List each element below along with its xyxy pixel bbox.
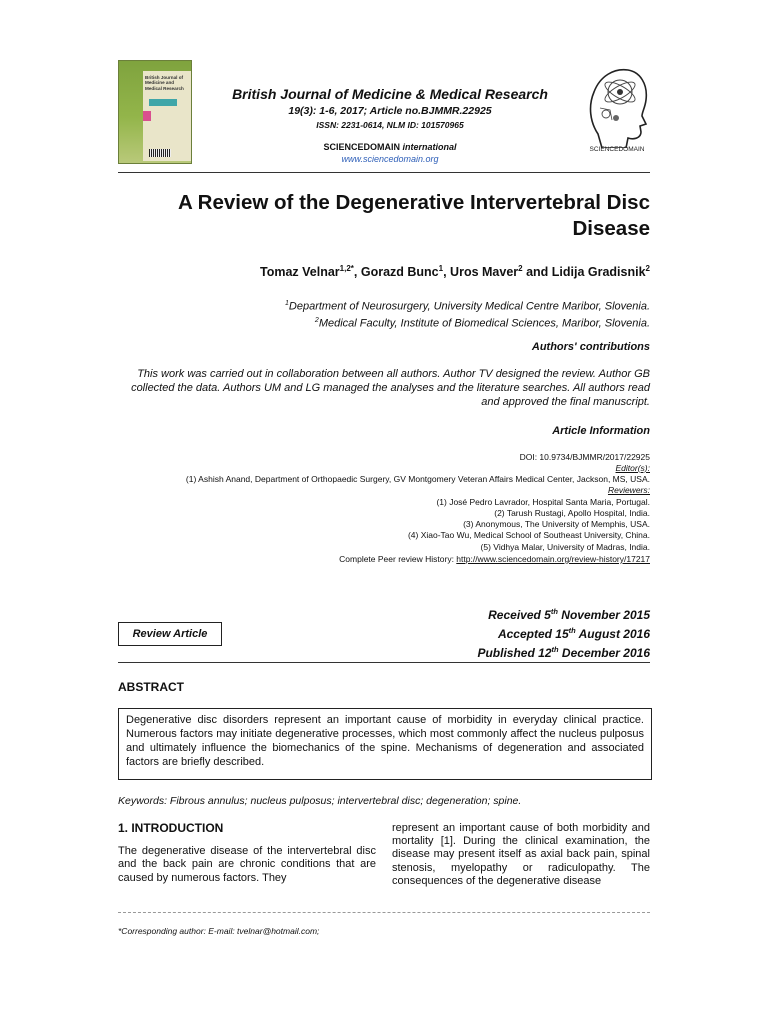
header-divider bbox=[118, 172, 650, 173]
intro-heading: 1. INTRODUCTION bbox=[118, 821, 224, 835]
author-affiliation-mark: 2 bbox=[518, 264, 523, 273]
reviewer-entry: (1) José Pedro Lavrador, Hospital Santa Maria, Portugal. bbox=[436, 497, 650, 507]
intro-left-column bbox=[118, 822, 376, 885]
author-affiliation-mark: 1,2* bbox=[339, 264, 354, 273]
intro-right-column bbox=[392, 822, 650, 888]
contributions-text: This work was carried out in collaboration between all authors. Author TV designed the review. Author GB collected the data. Authors UM and LG managed the analyses and the literature searches. All authors read and approved the final manuscript. bbox=[131, 368, 650, 408]
author-affiliation-mark: 1 bbox=[438, 264, 444, 273]
author-name: Lidija Gradisnik bbox=[551, 265, 646, 280]
journal-issn: ISSN: 2231-0614, NLM ID: 101570965 bbox=[316, 120, 464, 130]
article-title: A Review of the Degenerative Intervertebral Disc Disease bbox=[177, 191, 650, 240]
publisher-name: SCIENCEDOMAIN international bbox=[323, 142, 457, 152]
reviewer-entry: (3) Anonymous, The University of Memphis, USA. bbox=[463, 519, 650, 529]
author-name: Uros Maver bbox=[450, 265, 519, 280]
reviewer-entry: (5) Vidhya Malar, University of Madras, India. bbox=[480, 542, 650, 552]
journal-title: British Journal of Medicine & Medical Research bbox=[232, 86, 548, 102]
affiliation-line: $^1$Department of Neurosurgery, University Medical Centre Maribor, Slovenia. bbox=[284, 300, 650, 313]
affiliations bbox=[285, 297, 650, 330]
intro-paragraph: represent an important cause of both morbidity and mortality [1]. During the clinical examination, the disease may present itself as axial back pain, spinal stenosis, myelopathy or radiculopathy. The consequences of the degenerative disease bbox=[392, 822, 650, 887]
editors-label: Editor(s): bbox=[615, 463, 650, 473]
reviewer-entry: (2) Tarush Rustagi, Apollo Hospital, India. bbox=[494, 508, 650, 518]
abstract-heading: ABSTRACT bbox=[118, 680, 184, 694]
corresponding-author-footnote: *Corresponding author: E-mail: tvelnar@hotmail.com; bbox=[118, 926, 320, 936]
reviewer-entry: (4) Xiao-Tao Wu, Medical School of Southeast University, China. bbox=[407, 530, 650, 540]
sciencedomain-logo-icon bbox=[584, 62, 650, 148]
intro-paragraph: The degenerative disease of the intervertebral disc and the back pain are chronic conditions that are caused by numerous factors. They bbox=[118, 845, 376, 884]
review-history-link[interactable]: http://www.sciencedomain.org/review-history/17217 bbox=[456, 554, 650, 564]
cover-title: British Journal of Medicine and Medical Research bbox=[145, 75, 184, 91]
published-date: Published 12th December 2016 bbox=[477, 645, 650, 660]
article-info-heading: Article Information bbox=[552, 425, 650, 437]
affiliation-line: $^2$Medical Faculty, Institute of Biomedical Sciences, Maribor, Slovenia. bbox=[314, 316, 650, 330]
abstract-text: Degenerative disc disorders represent an important cause of morbidity in everyday clinical practice. Numerous factors may initiate degenerative processes, which most commonly affect the nucleus pulposus and ultimately influence the biomechanics of the spine. Mechanisms of degeneration and associated factors are briefly described. bbox=[118, 708, 652, 780]
author-name: Gorazd Bunc bbox=[360, 265, 439, 280]
article-type-badge: Review Article bbox=[118, 622, 222, 646]
section-divider bbox=[118, 662, 650, 663]
contributions-heading: Authors' contributions bbox=[531, 341, 650, 353]
publisher-url[interactable]: www.sciencedomain.org bbox=[341, 154, 439, 164]
publication-dates bbox=[477, 604, 650, 661]
author-name: Tomaz Velnar bbox=[259, 265, 340, 280]
journal-volume: 19(3): 1-6, 2017; Article no.BJMMR.22925 bbox=[288, 105, 492, 117]
footnote-divider bbox=[118, 912, 650, 913]
journal-cover-image bbox=[118, 60, 192, 164]
doi: DOI: 10.9734/BJMMR/2017/22925 bbox=[519, 452, 650, 462]
accepted-date: Accepted 15th August 2016 bbox=[497, 626, 650, 641]
author-list: Tomaz Velnar$^{1,2*}$, Gorazd Bunc$^1$, Uros Maver$^2$ and Lidija Gradisnik$^2$ bbox=[259, 264, 650, 280]
review-history: Complete Peer review History: http://www.sciencedomain.org/review-history/17217 bbox=[339, 554, 650, 564]
received-date: Received 5th November 2015 bbox=[488, 607, 650, 622]
reviewers-label: Reviewers: bbox=[607, 485, 650, 495]
editor-entry: (1) Ashish Anand, Department of Orthopaedic Surgery, GV Montgomery Veteran Affairs Medical Center, Jackson, MS, USA. bbox=[185, 474, 650, 484]
logo-caption: SCIENCEDOMAIN bbox=[589, 146, 645, 153]
author-affiliation-mark: 2 bbox=[645, 264, 650, 273]
keywords: Keywords: Fibrous annulus; nucleus pulposus; intervertebral disc; degeneration; spine. bbox=[118, 795, 522, 807]
